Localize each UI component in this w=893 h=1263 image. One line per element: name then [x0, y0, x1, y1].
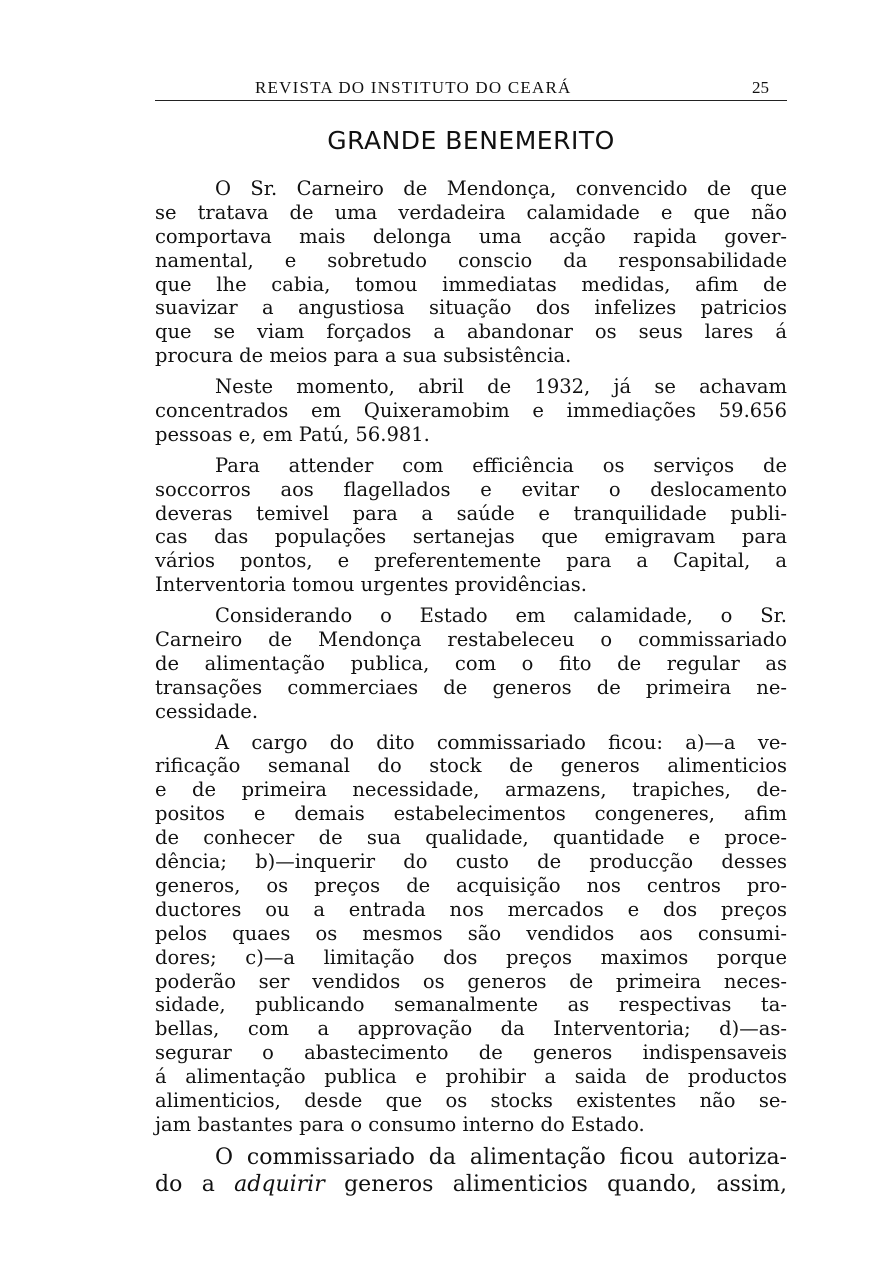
article-title: GRANDE BENEMERITO [327, 126, 615, 155]
text-line: cas das populações sertanejas que emigravam para [155, 525, 787, 549]
text-line: á alimentação publica e prohibir a saida de productos [155, 1065, 787, 1089]
text-line: Carneiro de Mendonça restabeleceu o commissariado [155, 628, 787, 652]
text-line: Neste momento, abril de 1932, já se achavam [215, 375, 787, 399]
journal-title: REVISTA DO INSTITUTO DO CEARÁ [255, 78, 572, 97]
paragraph [155, 454, 787, 597]
text-line: rificação semanal do stock de generos alimenticios [155, 754, 787, 778]
paragraph [155, 375, 787, 447]
paragraph [155, 1144, 787, 1198]
text-line: alimenticios, desde que os stocks existentes não se- [155, 1088, 787, 1112]
text-line: soccorros aos flagellados e evitar o deslocamento [155, 477, 787, 501]
text-line: concentrados em Quixeramobim e immediações 59.656 [155, 399, 787, 423]
text-line: A cargo do dito commissariado ficou: a)—a ve- [215, 730, 787, 754]
text-line: suavizar a angustiosa situação dos infelizes patricios [155, 296, 787, 320]
running-header [155, 74, 787, 101]
text-line: de conhecer de sua qualidade, quantidade e proce- [155, 826, 787, 850]
paragraph [155, 177, 787, 368]
text-line: dores; c)—a limitação dos preços maximos porque [155, 945, 787, 969]
text-line: de alimentação publica, com o fito de regular as [155, 651, 787, 675]
text-line [155, 1171, 787, 1198]
text-line: comportava mais delonga uma acção rapida gover- [155, 224, 787, 248]
text-line: Considerando o Estado em calamidade, o Sr. [215, 604, 787, 628]
text-line: dência; b)—inquerir do custo de producção desses [155, 850, 787, 874]
text-segment: generos alimenticios quando, assim, [324, 1171, 787, 1197]
text-line: generos, os preços de acquisição nos centros pro- [155, 873, 787, 897]
page-number: 25 [752, 78, 769, 97]
text-line: cessidade. [155, 699, 259, 723]
paragraph [155, 604, 787, 723]
text-line: que lhe cabia, tomou immediatas medidas, afim de [155, 272, 787, 296]
text-segment: do a [155, 1171, 235, 1197]
text-line: que se viam forçados a abandonar os seus lares á [155, 320, 787, 344]
text-line: segurar o abastecimento de generos indispensaveis [155, 1041, 787, 1065]
text-line: O commissariado da alimentação ficou autoriza- [215, 1144, 787, 1170]
paragraph [155, 731, 787, 1137]
text-line: e de primeira necessidade, armazens, trapiches, de- [155, 778, 787, 802]
text-line: poderão ser vendidos os generos de primeira neces- [155, 969, 787, 993]
text-line: O Sr. Carneiro de Mendonça, convencido de que [215, 177, 787, 200]
body-text [155, 177, 787, 1205]
text-line: Interventoria tomou urgentes providências. [155, 573, 588, 597]
text-line: transações commerciaes de generos de primeira ne- [155, 675, 787, 699]
text-line: bellas, com a approvação da Interventoria; d)—as- [155, 1017, 787, 1041]
text-line: sidade, publicando semanalmente as respectivas ta- [155, 993, 787, 1017]
text-line: se tratava de uma verdadeira calamidade e que não [155, 200, 787, 224]
text-line: vários pontos, e preferentemente para a Capital, a [155, 549, 787, 573]
text-line: Para attender com efficiência os serviços de [215, 453, 787, 477]
text-line: procura de meios para a sua subsistência. [155, 344, 572, 368]
emphasized-word: adquirir [234, 1171, 325, 1197]
text-line: ductores ou a entrada nos mercados e dos preços [155, 897, 787, 921]
text-line: pelos quaes os mesmos são vendidos aos consumi- [155, 921, 787, 945]
text-line: deveras temivel para a saúde e tranquilidade publi- [155, 501, 787, 525]
text-line: positos e demais estabelecimentos congeneres, afim [155, 802, 787, 826]
text-line: jam bastantes para o consumo interno do Estado. [155, 1112, 645, 1136]
text-line: pessoas e, em Patú, 56.981. [155, 422, 430, 446]
text-line: namental, e sobretudo conscio da responsabilidade [155, 248, 787, 272]
